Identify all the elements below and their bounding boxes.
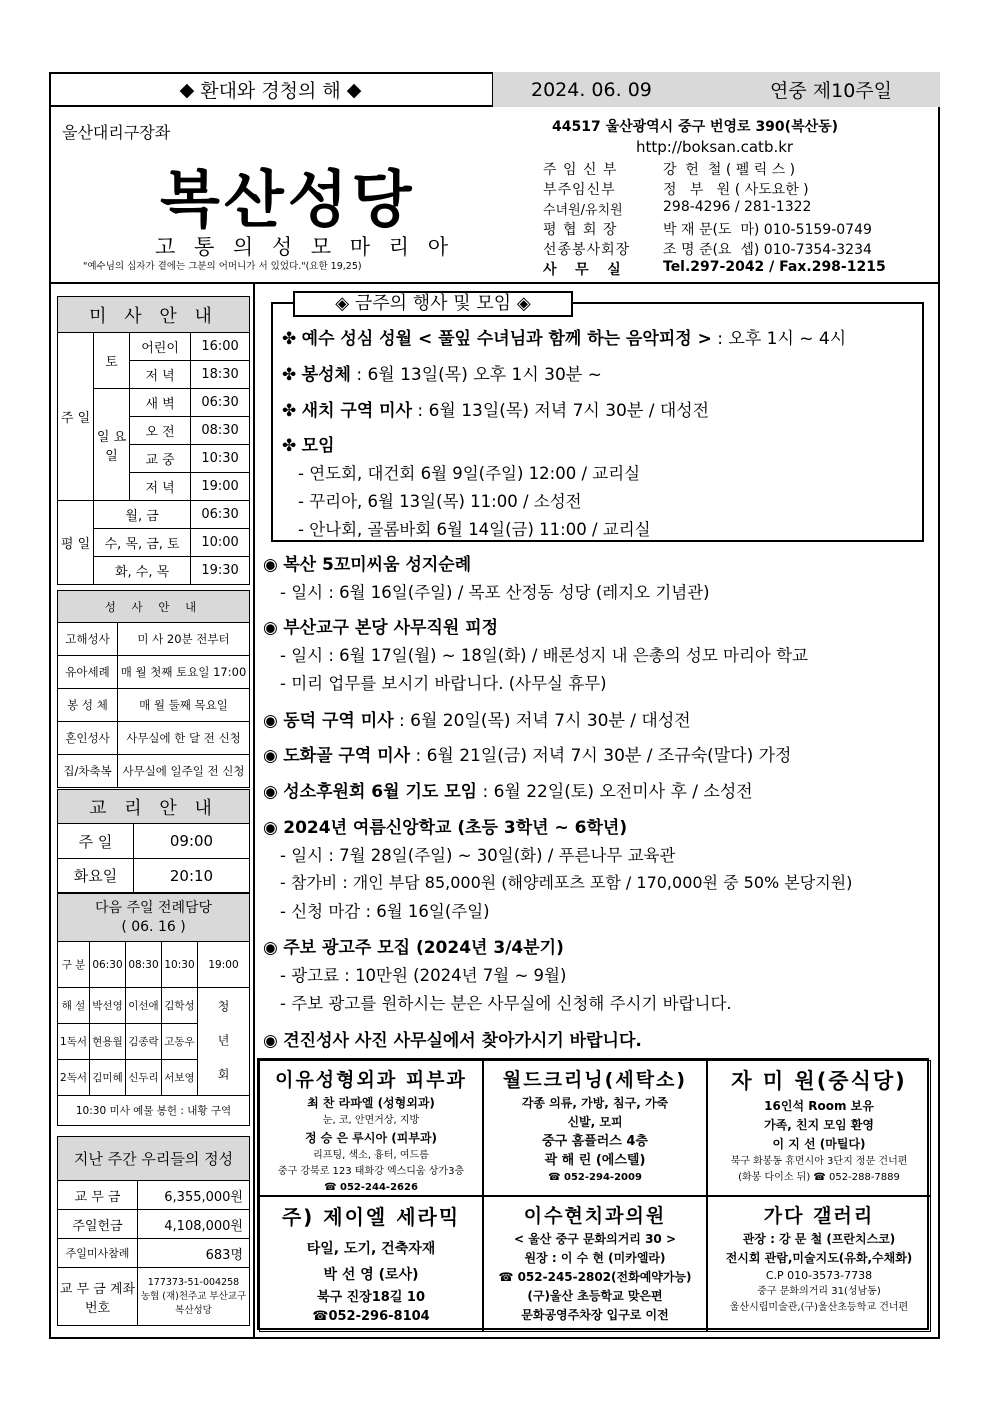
bullseye-icon: ◉ bbox=[263, 818, 284, 838]
diamond-icon: ◆ bbox=[346, 78, 362, 101]
event-item: ✤ 새치 구역 미사 : 6월 13일(목) 저녁 7시 30분 / 대성전 bbox=[282, 401, 710, 421]
saturday-label: 토 bbox=[94, 333, 130, 389]
catechism-info: 교 리 안 내 주 일 09:00 화요일 20:10 bbox=[57, 789, 250, 893]
bullseye-icon: ◉ bbox=[263, 618, 284, 638]
clover-icon: ✤ bbox=[282, 329, 302, 349]
meeting-line: - 안나회, 골롬바회 6월 14일(금) 11:00 / 교리실 bbox=[298, 520, 651, 539]
sunday-day-label: 일 요 일 bbox=[94, 389, 130, 501]
event-item: ✤ 예수 성심 성월 < 풀잎 수녀님과 함께 하는 음악피정 > : 오후 1시 ~ 4시 bbox=[282, 329, 847, 349]
offering-summary: 지난 주간 우리들의 정성 교 무 금 6,355,000원 주일헌금 4,108,000원 주일미사참례 683명 교 무 금 계좌번호 177373-51-004258 농협 (재)천주교 부산교구 복산성당 bbox=[57, 1136, 250, 1326]
parish-name: 복산성당 bbox=[160, 163, 416, 236]
ad-card: 주) 제이엘 세라믹 타일, 도기, 건축자재 박 선 영 (로사) 북구 진장18길 10 ☎052-296-8104 bbox=[259, 1196, 483, 1332]
ad-card: 이수현치과의원 < 울산 중구 문화의거리 30 > 원장 : 이 수 현 (미카엘라) ☎ 052-245-2802(전화예약가능) (구)울산 초등학교 맞은편 문화공영주차장 입구로 이전 bbox=[483, 1196, 707, 1332]
website-link[interactable]: http://boksan.catb.kr bbox=[636, 138, 794, 156]
ad-card: 이유성형외과 피부과 최 찬 라파엘 (성형외과) 눈, 코, 안면거상, 지방 정 승 은 루시아 (피부과) 리프팅, 색소, 흉터, 여드름 중구 강북로 123 태화강 엑스디움 상가3층 ☎ 052-244-2626 bbox=[259, 1060, 483, 1196]
bullseye-icon: ◉ bbox=[263, 746, 284, 766]
meeting-line: - 꾸리아, 6월 13일(목) 11:00 / 소성전 bbox=[298, 492, 582, 511]
year-theme: ◆ 환대와 경청의 해 ◆ bbox=[179, 78, 362, 102]
sacrament-info: 성 사 안 내 고해성사 미 사 20분 전부터 유아세례 매 월 첫째 토요일 17:00 봉 성 체 매 월 둘째 목요일 혼인성사 사무실에 한 달 전 신청 집/차축복 사무실에 일주일 전 신청 bbox=[57, 590, 250, 788]
weekly-events-title: ◈ 금주의 행사 및 모임 ◈ bbox=[293, 291, 573, 317]
divider bbox=[49, 282, 940, 284]
meeting-line: - 연도회, 대건회 6월 9일(주일) 12:00 / 교리실 bbox=[298, 464, 641, 483]
column-divider bbox=[253, 282, 255, 1339]
contact-row: 수녀원/유치원 298-4296 / 281-1322 bbox=[543, 199, 812, 218]
notice-item: ◉ 견진성사 사진 사무실에서 찾아가시기 바랍니다. bbox=[263, 1031, 642, 1051]
ad-card: 자 미 원(중식당) 16인석 Room 보유 가족, 친지 모임 환영 이 지 선 (마틸다) 북구 화봉동 휴먼시아 3단지 정문 건너편 (화봉 다이소 뒤) ☎ 052-288-7889 bbox=[707, 1060, 931, 1196]
contact-row: 선종봉사회장 조 명 준(요 셉) 010-7354-3234 bbox=[543, 242, 872, 258]
liturgy-roster: 다음 주일 전례담당 ( 06. 16 ) 구 분 06:30 08:30 10:30 19:00 해 설 박선영 이선애 김학성 청 년 회 1독서 현용월 김종락 고동우 2독서 김미혜 신두리 서보영 10:30 미사 예물 봉헌 : 내황 구역 bbox=[57, 893, 250, 1126]
notice-item: ◉ 동덕 구역 미사 : 6월 20일(목) 저녁 7시 30분 / 대성전 bbox=[263, 711, 691, 731]
clover-icon: ✤ bbox=[282, 365, 302, 385]
event-item: ✤ 봉성체 : 6월 13일(목) 오후 1시 30분 ~ bbox=[282, 365, 602, 385]
event-item: ✤ 모임 bbox=[282, 436, 335, 456]
notice-item: ◉ 2024년 여름신앙학교 (초등 3학년 ~ 6학년) bbox=[263, 818, 628, 838]
bullseye-icon: ◉ bbox=[263, 1031, 284, 1051]
bullseye-icon: ◉ bbox=[263, 711, 284, 731]
contact-row: 사 무 실 Tel.297-2042 / Fax.298-1215 bbox=[543, 259, 886, 278]
mass-title: 미 사 안 내 bbox=[58, 297, 250, 333]
ad-card: 가다 갤러리 관장 : 강 문 철 (프란치스코) 전시회 관람,미술지도(유화,수채화) C.P 010-3573-7738 중구 문화의거리 31(성남동) 울산시립미술관,(구)울산초등학교 건너편 bbox=[707, 1196, 931, 1332]
ad-card: 월드크리닝(세탁소) 각종 의류, 가방, 침구, 가죽 신발, 모피 중구 홈플러스 4층 곽 해 린 (에스텔) ☎ 052-294-2009 bbox=[483, 1060, 707, 1196]
clover-icon: ✤ bbox=[282, 401, 302, 421]
weekday-label: 평 일 bbox=[58, 501, 94, 585]
bullseye-icon: ◉ bbox=[263, 782, 284, 802]
scripture-quote: "예수님의 십자가 곁에는 그분의 어머니가 서 있었다."(요한 19,25) bbox=[83, 261, 362, 272]
contact-row: 부주임신부 정 부 원 ( 사도요한 ) bbox=[543, 182, 809, 198]
notice-item: ◉ 도화골 구역 미사 : 6월 21일(금) 저녁 7시 30분 / 조규숙(말다) 가정 bbox=[263, 746, 792, 766]
mass-schedule: 미 사 안 내 주 일 토 어린이 16:00 저 녁 18:30 일 요 일 새 벽 06:30 오 전 08:30 교 중 10:30 저 녁 19:00 평 일 월, 금 06:30 수, 목, 금, 토 10:00 화, 수, 목 19:30 bbox=[57, 296, 250, 585]
notice-item: ◉ 복산 5꼬미씨움 성지순례 bbox=[263, 555, 472, 575]
address: 44517 울산광역시 중구 번영로 390(복산동) bbox=[552, 119, 839, 135]
bullseye-icon: ◉ bbox=[263, 938, 284, 958]
youth-group: 청 년 회 bbox=[198, 988, 250, 1096]
diamond-icon: ◆ bbox=[179, 78, 195, 101]
notice-item: ◉ 주보 광고주 모집 (2024년 3/4분기) bbox=[263, 938, 564, 958]
sunday-label: 주 일 bbox=[58, 333, 94, 501]
issue-date: 2024. 06. 09 bbox=[531, 78, 652, 101]
advertisement-grid bbox=[257, 1058, 929, 1330]
notice-item: ◉ 성소후원회 6월 기도 모임 : 6월 22일(토) 오전미사 후 / 소성전 bbox=[263, 782, 753, 802]
clover-icon: ✤ bbox=[282, 436, 302, 456]
date-bar bbox=[492, 72, 940, 107]
contact-row: 주 임 신 부 강 헌 철 ( 펠 릭 스 ) bbox=[543, 162, 796, 178]
liturgical-week: 연중 제10주일 bbox=[770, 80, 892, 102]
contact-row: 평 협 회 장 박 재 문(도 마) 010-5159-0749 bbox=[543, 222, 872, 238]
patron: 고 통 의 성 모 마 리 아 bbox=[155, 235, 455, 259]
bullseye-icon: ◉ bbox=[263, 555, 284, 575]
diocese: 울산대리구장좌 bbox=[62, 123, 171, 142]
notice-item: ◉ 부산교구 본당 사무직원 피정 bbox=[263, 618, 499, 638]
